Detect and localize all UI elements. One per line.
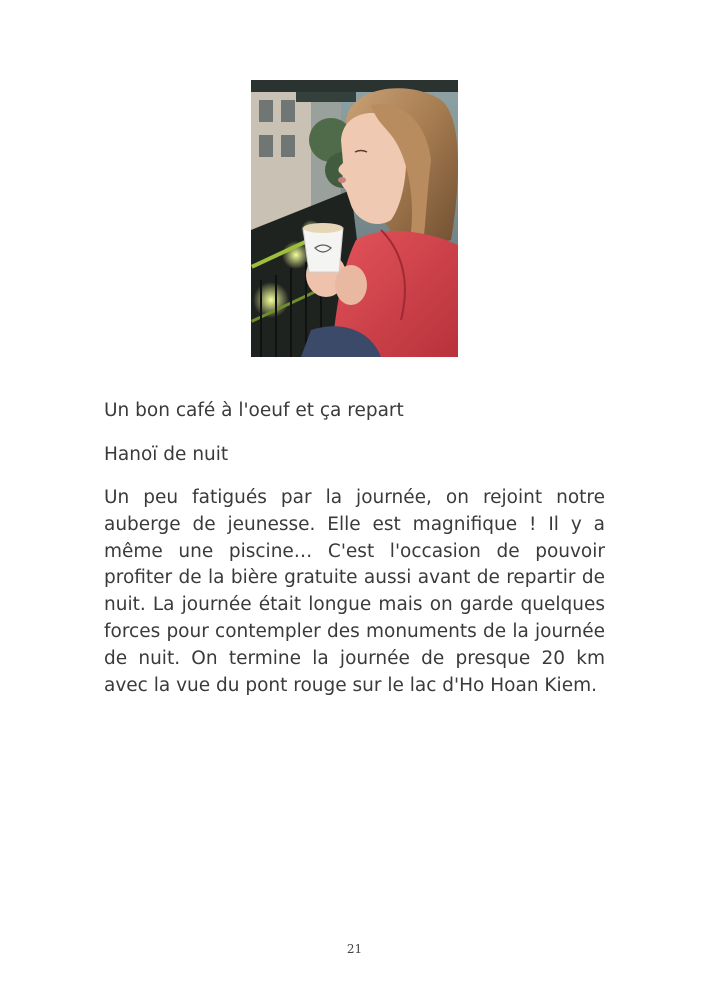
section-title: Hanoï de nuit — [104, 444, 229, 465]
photo-caption: Un bon café à l'oeuf et ça repart — [104, 400, 404, 421]
photo — [251, 80, 458, 357]
page-number: 21 — [346, 942, 363, 956]
body-paragraph: Un peu fatigués par la journée, on rejoint notre auberge de jeunesse. Elle est magnifique ! Il y a même une piscine… C'est l'occasion de pouvoir profiter de la bière gratuite aussi avant de repartir de nuit. La journée était longue mais on garde quelques forces pour contempler des monuments de la journée de nuit. On termine la journée de presque 20 km avec la vue du pont rouge sur le lac d'Ho Hoan Kiem. — [104, 487, 605, 696]
